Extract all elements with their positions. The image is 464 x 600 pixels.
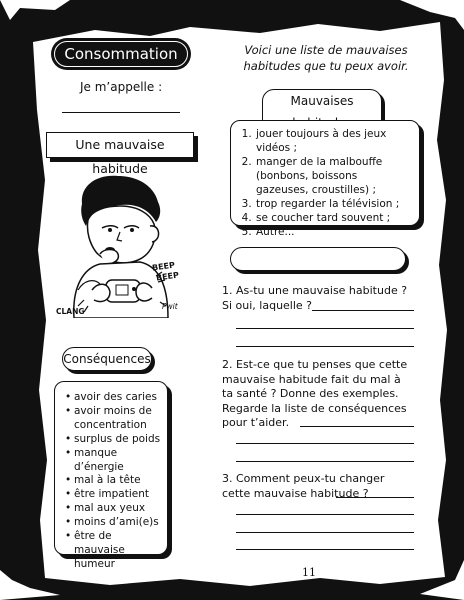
bad-habit-title-box — [46, 132, 194, 176]
list-item: • avoir des caries — [65, 391, 161, 405]
name-input-line[interactable] — [62, 112, 180, 113]
sound-clang: CLANG — [56, 307, 85, 316]
list-item: • moins d’ami(e)s — [65, 516, 161, 530]
consequences-list — [65, 391, 161, 572]
list-item: • mal à la tête — [65, 474, 161, 488]
sound-beep-1: BEEP — [151, 260, 176, 273]
answer-line[interactable] — [236, 514, 414, 515]
answer-line[interactable] — [236, 328, 414, 329]
page-number: 11 — [302, 566, 316, 579]
list-item: • mal aux yeux — [65, 502, 161, 516]
question-3: 3. Comment peux-tu changer cette mauvaise habitude ? — [222, 472, 385, 500]
consequences-title: Conséquences — [63, 352, 151, 366]
sound-beep-2: BEEP — [155, 270, 180, 283]
name-label: Je m’appelle : — [80, 80, 163, 94]
answer-line[interactable] — [236, 443, 414, 444]
question-1: 1. As-tu une mauvaise habitude ? Si oui, laquelle ? — [222, 284, 408, 312]
answer-line[interactable] — [236, 549, 414, 550]
answer-line[interactable] — [336, 497, 414, 498]
habits-title: Mauvaises — [290, 94, 354, 108]
answer-line[interactable] — [300, 426, 414, 427]
list-item: • être de mauvaise humeur — [65, 530, 161, 572]
answer-line[interactable] — [236, 532, 414, 533]
habits-list — [239, 127, 413, 239]
title-badge — [51, 38, 191, 70]
answer-line[interactable] — [312, 310, 414, 311]
list-item: • manque d’énergie — [65, 447, 161, 475]
list-item: • surplus de poids — [65, 433, 161, 447]
list-item: 5. Autre... — [255, 225, 413, 239]
boy-gaming-illustration — [44, 168, 194, 318]
list-item: • être impatient — [65, 488, 161, 502]
bad-habit-title: Une mauvaise habitude — [75, 137, 165, 176]
list-item: 2. manger de la malbouffe (bonbons, boissons gazeuses, croustilles) ; — [255, 155, 413, 197]
intro-text: Voici une liste de mauvaises habitudes que tu peux avoir. — [243, 43, 409, 73]
list-item: • avoir moins de concentration — [65, 405, 161, 433]
list-item: 1. jouer toujours à des jeux vidéos ; — [255, 127, 413, 155]
consequences-box — [54, 381, 168, 570]
list-item: 4. se coucher tard souvent ; — [255, 211, 413, 225]
blank-title-pill — [230, 247, 406, 271]
list-item: 3. trop regarder la télévision ; — [255, 197, 413, 211]
consequences-title-pill — [62, 347, 152, 371]
habits-box — [230, 120, 420, 238]
page-title: Consommation — [54, 41, 188, 67]
answer-line[interactable] — [236, 461, 414, 462]
answer-line[interactable] — [236, 346, 414, 347]
question-2: 2. Est-ce que tu penses que cette mauvaise habitude fait du mal à ta santé ? Donne des exemples. Regarde la liste de conséquences pour t’aider. — [222, 358, 408, 429]
sound-pwit: Pwit — [162, 302, 178, 311]
